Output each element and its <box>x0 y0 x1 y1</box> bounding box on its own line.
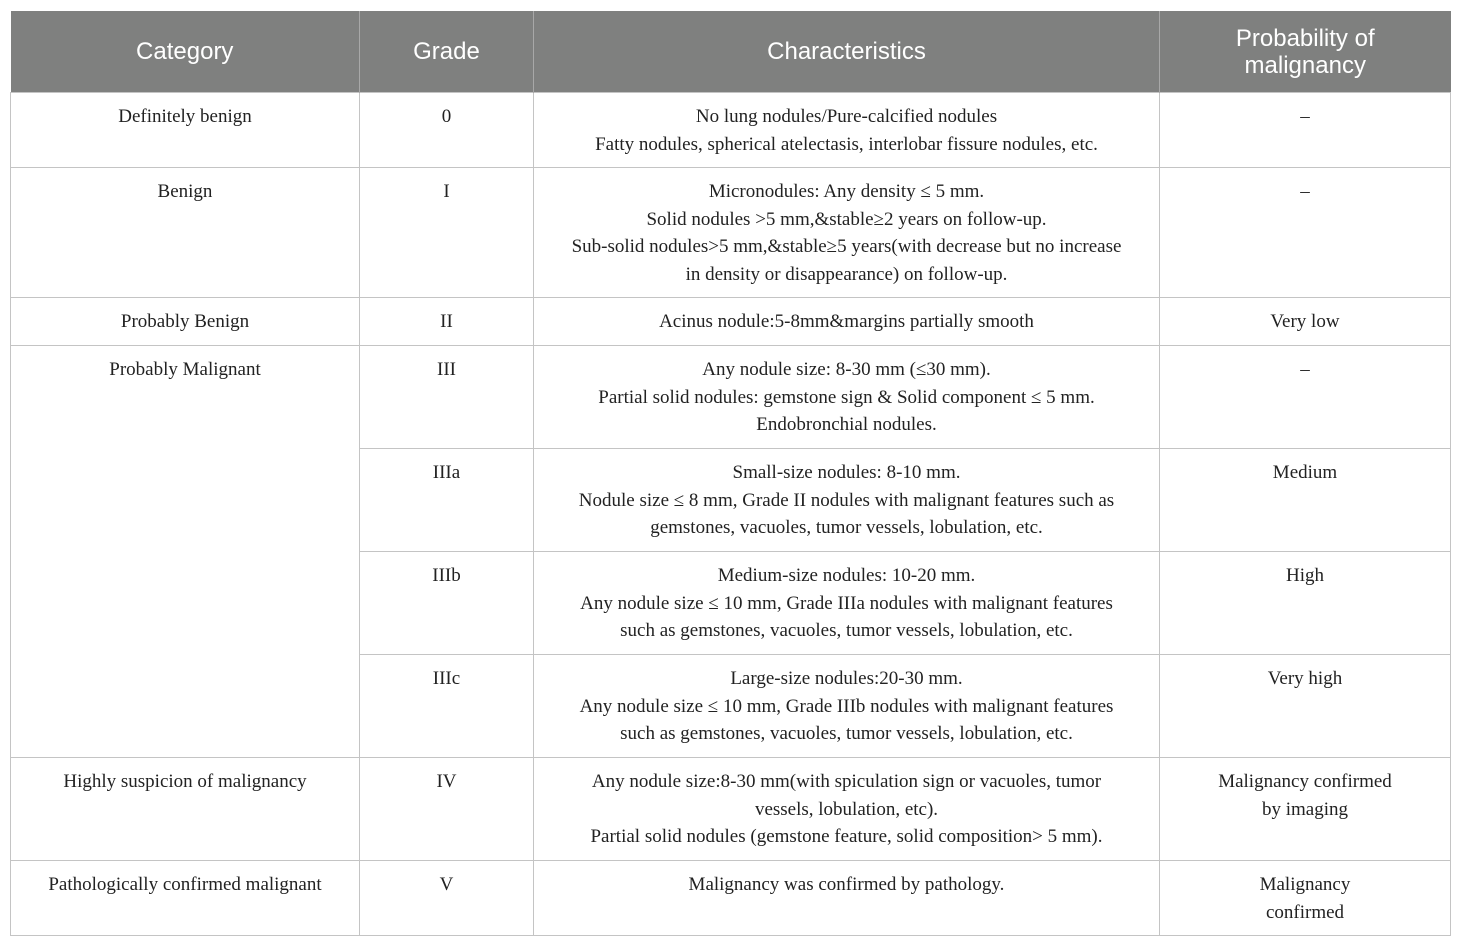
characteristics-line: Endobronchial nodules. <box>756 414 937 435</box>
characteristics-line: Partial solid nodules: gemstone sign & Solid component ≤ 5 mm. <box>598 386 1095 408</box>
characteristics-line: Partial solid nodules (gemstone feature, solid composition> 5 mm). <box>590 826 1103 847</box>
characteristics-line: vessels, lobulation, etc). <box>754 798 939 820</box>
grade-cell: II <box>360 298 534 346</box>
category-cell: Highly suspicion of malignancy <box>11 758 360 861</box>
characteristics-line: Nodule size ≤ 8 mm, Grade II nodules with malignant features such as <box>578 489 1115 511</box>
probability-line: confirmed <box>1265 901 1345 923</box>
probability-cell <box>1160 449 1451 552</box>
characteristics-cell <box>534 758 1160 861</box>
header-characteristics: Characteristics <box>534 11 1160 93</box>
characteristics-cell <box>534 449 1160 552</box>
probability-cell <box>1160 93 1451 168</box>
characteristics-cell <box>534 93 1160 168</box>
characteristics-cell <box>534 346 1160 449</box>
table-row <box>11 298 1451 346</box>
grade-cell: IIIa <box>360 449 534 552</box>
characteristics-line: Any nodule size ≤ 10 mm, Grade IIIb nodules with malignant features <box>579 695 1114 717</box>
table-row <box>11 168 1451 298</box>
grade-cell: I <box>360 168 534 298</box>
grade-cell: 0 <box>360 93 534 168</box>
header-probability: Probability of malignancy <box>1160 11 1451 93</box>
characteristics-line: such as gemstones, vacuoles, tumor vessels, lobulation, etc. <box>620 723 1073 744</box>
characteristics-line: Medium-size nodules: 10-20 mm. <box>717 565 976 586</box>
table-row <box>11 861 1451 936</box>
header-grade: Grade <box>360 11 534 93</box>
probability-line: Malignancy <box>1259 874 1351 895</box>
characteristics-line: gemstones, vacuoles, tumor vessels, lobulation, etc. <box>650 517 1043 538</box>
grade-cell: IIIc <box>360 655 534 758</box>
grade-cell: V <box>360 861 534 936</box>
characteristics-line: Small-size nodules: 8-10 mm. <box>732 462 961 483</box>
category-cell: Definitely benign <box>11 93 360 168</box>
probability-line: Malignancy confirmed <box>1218 771 1392 792</box>
characteristics-cell <box>534 861 1160 936</box>
characteristics-line: Sub-solid nodules>5 mm,&stable≥5 years(with decrease but no increase <box>571 236 1122 257</box>
characteristics-line: Any nodule size:8-30 mm(with spiculation sign or vacuoles, tumor <box>591 771 1102 792</box>
characteristics-line: in density or disappearance) on follow-up. <box>685 263 1008 285</box>
probability-cell <box>1160 346 1451 449</box>
probability-cell <box>1160 861 1451 936</box>
characteristics-cell <box>534 298 1160 346</box>
characteristics-cell <box>534 552 1160 655</box>
category-cell: Pathologically confirmed malignant <box>11 861 360 936</box>
characteristics-line: Fatty nodules, spherical atelectasis, interlobar fissure nodules, etc. <box>595 133 1098 155</box>
probability-line: Medium <box>1272 462 1338 483</box>
probability-line: Very low <box>1270 311 1340 332</box>
grade-cell: III <box>360 346 534 449</box>
characteristics-line: Any nodule size ≤ 10 mm, Grade IIIa nodules with malignant features <box>580 592 1113 614</box>
probability-cell <box>1160 655 1451 758</box>
probability-line: – <box>1300 359 1310 380</box>
category-cell: Probably Benign <box>11 298 360 346</box>
characteristics-line: Any nodule size: 8-30 mm (≤30 mm). <box>702 359 991 380</box>
probability-cell <box>1160 168 1451 298</box>
table-row <box>11 758 1451 861</box>
characteristics-line: No lung nodules/Pure-calcified nodules <box>695 106 998 127</box>
category-cell: Benign <box>11 168 360 298</box>
probability-line: – <box>1300 106 1310 127</box>
probability-line: Very high <box>1267 668 1343 689</box>
characteristics-line: Large-size nodules:20-30 mm. <box>730 668 963 689</box>
characteristics-line: such as gemstones, vacuoles, tumor vessels, lobulation, etc. <box>620 620 1073 641</box>
probability-cell <box>1160 298 1451 346</box>
grade-cell: IV <box>360 758 534 861</box>
probability-cell <box>1160 552 1451 655</box>
table-row <box>11 93 1451 168</box>
category-cell: Probably Malignant <box>11 346 360 758</box>
grade-cell: IIIb <box>360 552 534 655</box>
nodule-grading-table <box>10 11 1451 936</box>
characteristics-line: Acinus nodule:5-8mm&margins partially smooth <box>659 311 1034 332</box>
probability-line: by imaging <box>1261 798 1349 820</box>
characteristics-line: Malignancy was confirmed by pathology. <box>688 874 1005 895</box>
probability-line: – <box>1300 181 1310 202</box>
characteristics-cell <box>534 655 1160 758</box>
characteristics-cell <box>534 168 1160 298</box>
header-category: Category <box>11 11 360 93</box>
characteristics-line: Micronodules: Any density ≤ 5 mm. <box>708 181 985 202</box>
characteristics-line: Solid nodules >5 mm,&stable≥2 years on follow-up. <box>646 208 1047 230</box>
header-row <box>11 11 1451 93</box>
probability-cell <box>1160 758 1451 861</box>
probability-line: High <box>1286 565 1324 586</box>
table-row <box>11 346 1451 449</box>
